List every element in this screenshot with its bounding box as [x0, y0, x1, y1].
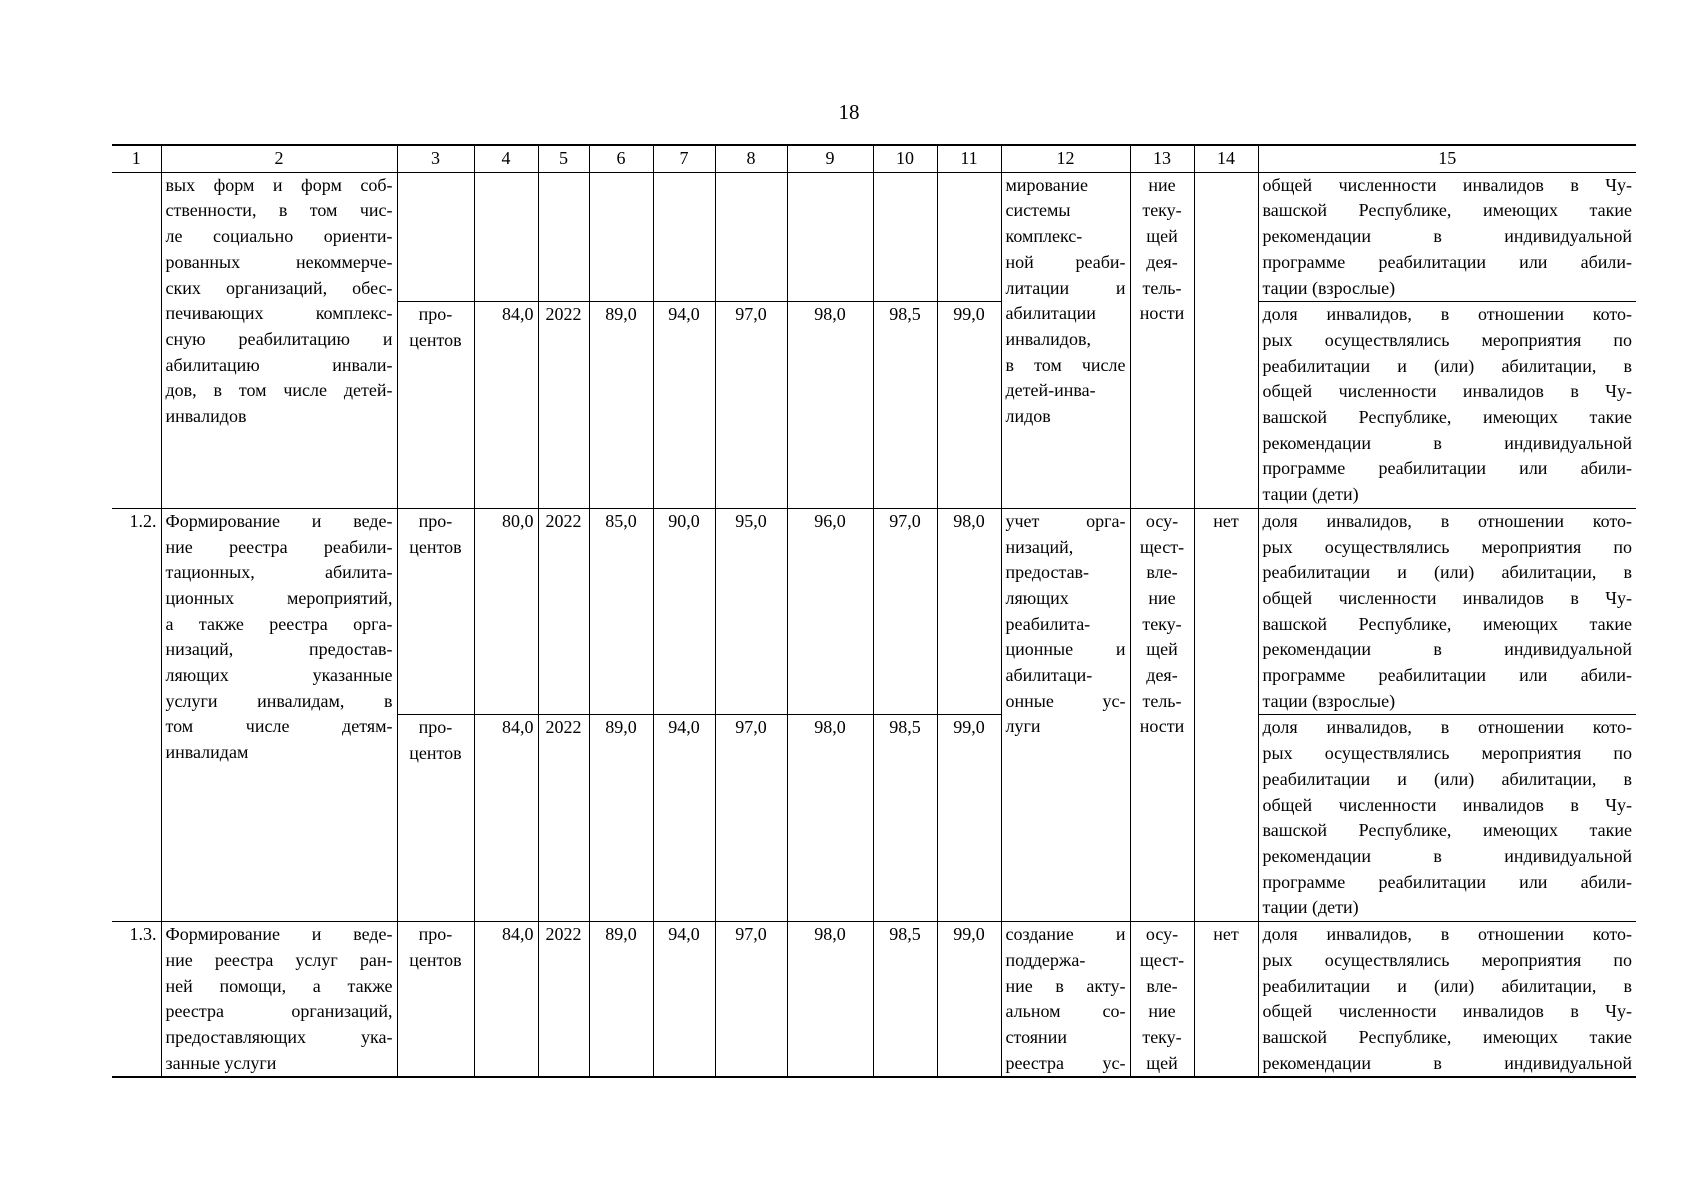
- text-line: низаций,: [1005, 536, 1074, 557]
- text-line: осу-: [1145, 510, 1179, 531]
- item-number-cell: 1.3.: [112, 922, 161, 1078]
- value-cell: 94,0: [653, 302, 715, 509]
- text-line: ляющих указанные: [165, 665, 393, 686]
- header-row: [112, 145, 1636, 172]
- text-line: детей-инва-: [1005, 380, 1096, 401]
- text-line: щей: [1146, 1052, 1178, 1073]
- text-line: общей численности инвалидов в Чу-: [1262, 381, 1632, 402]
- measure-name-cell: [161, 922, 397, 1078]
- text-line: ности: [1139, 303, 1185, 324]
- header-cell: 9: [787, 145, 873, 172]
- text-line: стоянии: [1005, 1026, 1067, 1047]
- text-line: ских организаций, обес-: [165, 277, 393, 298]
- text-line: программе реабилитации или абили-: [1262, 665, 1632, 686]
- text-line: лидов: [1005, 406, 1051, 427]
- page-number: 18: [838, 100, 860, 124]
- header-cell: 14: [1194, 145, 1258, 172]
- text-line: вле-: [1146, 975, 1178, 996]
- header-cell: 1: [112, 145, 161, 172]
- value-cell: 94,0: [653, 922, 715, 1078]
- text-line: инвалидов,: [1005, 328, 1091, 349]
- value-cell: 98,0: [787, 715, 873, 922]
- value-cell: 2022: [538, 302, 589, 509]
- value-cell: 98,5: [873, 922, 937, 1078]
- value-cell: 98,5: [873, 715, 937, 922]
- text-line: реабилитации и (или) абилитации, в: [1262, 562, 1632, 583]
- text-line: ние реестра реабили-: [165, 536, 393, 557]
- text-line: абилитацию инвали-: [165, 354, 393, 375]
- text-line: тации (дети): [1262, 897, 1359, 918]
- value-cell: 80,0: [474, 508, 538, 715]
- text-line: абилитации: [1005, 303, 1096, 324]
- value-cell: 98,0: [787, 922, 873, 1078]
- text-line: вле-: [1146, 562, 1178, 583]
- table-row: [112, 172, 1636, 302]
- header-cell: 13: [1130, 145, 1194, 172]
- text-line: ле социально ориенти-: [165, 226, 393, 247]
- text-line: услуги инвалидам, в: [165, 690, 393, 711]
- text-line: тель-: [1142, 277, 1182, 298]
- text-line: про-: [418, 510, 453, 531]
- text-line: дея-: [1146, 251, 1178, 272]
- text-line: ляющих: [1005, 587, 1069, 608]
- text-line: вашской Республике, имеющих такие: [1262, 613, 1632, 634]
- text-line: программе реабилитации или абили-: [1262, 871, 1632, 892]
- item-number-cell: [112, 172, 161, 508]
- text-line: ней помощи, а также: [165, 975, 393, 996]
- text-line: реестра ус-: [1005, 1052, 1126, 1073]
- text-line: программе реабилитации или абили-: [1262, 251, 1632, 272]
- text-line: мирование: [1005, 174, 1089, 195]
- text-line: теку-: [1142, 613, 1182, 634]
- text-line: том числе детям-: [165, 716, 393, 737]
- text-line: рекомендации в индивидуальной: [1262, 639, 1632, 660]
- value-cell: 98,5: [873, 302, 937, 509]
- activity-cell: [1130, 508, 1194, 921]
- text-line: доля инвалидов, в отношении кото-: [1262, 924, 1632, 945]
- text-line: ной реаби-: [1005, 251, 1126, 272]
- text-line: вашской Республике, имеющих такие: [1262, 820, 1632, 841]
- measure-name-cell: [161, 508, 397, 921]
- text-line: про-: [418, 717, 453, 738]
- text-line: вашской Республике, имеющих такие: [1262, 200, 1632, 221]
- value-cell: [873, 172, 937, 302]
- text-line: ние: [1148, 174, 1176, 195]
- value-cell: 89,0: [589, 715, 653, 922]
- relation-cell: нет: [1194, 508, 1258, 921]
- value-cell: 2022: [538, 922, 589, 1078]
- result-cell: [1001, 172, 1130, 508]
- measure-name-cell: [161, 172, 397, 508]
- relation-cell: нет: [1194, 922, 1258, 1078]
- value-cell: 98,0: [787, 302, 873, 509]
- value-cell: 84,0: [474, 922, 538, 1078]
- indicator-cell: [1258, 715, 1636, 922]
- text-line: щей: [1146, 639, 1178, 660]
- value-cell: 97,0: [715, 715, 787, 922]
- unit-cell: [397, 508, 474, 715]
- text-line: общей численности инвалидов в Чу-: [1262, 174, 1632, 195]
- text-line: тационных, абилита-: [165, 562, 393, 583]
- text-line: вых форм и форм соб-: [165, 174, 393, 195]
- indicator-cell: [1258, 172, 1636, 302]
- text-line: ственности, в том чис-: [165, 200, 393, 221]
- text-line: ности: [1139, 716, 1185, 737]
- result-cell: [1001, 508, 1130, 921]
- header-cell: 12: [1001, 145, 1130, 172]
- text-line: осу-: [1145, 924, 1179, 945]
- value-cell: [474, 172, 538, 302]
- text-line: доля инвалидов, в отношении кото-: [1262, 510, 1632, 531]
- text-line: реабилита-: [1005, 613, 1091, 634]
- item-number-cell: 1.2.: [112, 508, 161, 921]
- text-line: дов, в том числе детей-: [165, 380, 393, 401]
- value-cell: [653, 172, 715, 302]
- text-line: реестра организаций,: [165, 1001, 393, 1022]
- text-line: вашской Республике, имеющих такие: [1262, 407, 1632, 428]
- text-line: абилитаци-: [1005, 665, 1093, 686]
- value-cell: [589, 172, 653, 302]
- unit-cell: [397, 302, 474, 509]
- activity-cell: [1130, 172, 1194, 508]
- text-line: реабилитации и (или) абилитации, в: [1262, 975, 1632, 996]
- indicator-cell: [1258, 508, 1636, 715]
- text-line: рых осуществлялись мероприятия по: [1262, 536, 1632, 557]
- text-line: теку-: [1142, 200, 1182, 221]
- value-cell: [715, 172, 787, 302]
- text-line: создание и: [1005, 924, 1126, 945]
- value-cell: 98,0: [937, 508, 1001, 715]
- header-cell: 10: [873, 145, 937, 172]
- text-line: центов: [409, 536, 462, 557]
- text-line: тель-: [1142, 690, 1182, 711]
- text-line: рых осуществлялись мероприятия по: [1262, 743, 1632, 764]
- table-row: [112, 508, 1636, 715]
- header-cell: 11: [937, 145, 1001, 172]
- value-cell: 90,0: [653, 508, 715, 715]
- value-cell: [538, 172, 589, 302]
- text-line: рекомендации в индивидуальной: [1262, 1052, 1632, 1073]
- indicator-cell: [1258, 922, 1636, 1078]
- text-line: литации и: [1005, 277, 1126, 298]
- text-line: общей численности инвалидов в Чу-: [1262, 587, 1632, 608]
- text-line: щест-: [1139, 536, 1185, 557]
- header-cell: 7: [653, 145, 715, 172]
- text-line: щест-: [1139, 949, 1185, 970]
- activity-cell: [1130, 922, 1194, 1078]
- text-line: учет орга-: [1005, 510, 1126, 531]
- text-line: ние: [1148, 587, 1176, 608]
- text-line: ние в акту-: [1005, 975, 1126, 996]
- result-cell: [1001, 922, 1130, 1078]
- text-line: низаций, предостав-: [165, 639, 393, 660]
- text-line: ние реестра услуг ран-: [165, 949, 393, 970]
- text-line: занные услуги: [165, 1052, 277, 1073]
- value-cell: [937, 172, 1001, 302]
- text-line: Формирование и веде-: [165, 510, 393, 531]
- text-line: про-: [418, 924, 453, 945]
- text-line: а также реестра орга-: [165, 613, 393, 634]
- indicators-table: [112, 144, 1636, 1078]
- text-line: луги: [1005, 716, 1041, 737]
- value-cell: 99,0: [937, 715, 1001, 922]
- text-line: центов: [409, 949, 462, 970]
- text-line: центов: [409, 743, 462, 764]
- text-line: теку-: [1142, 1026, 1182, 1047]
- text-line: ционные и: [1005, 639, 1126, 660]
- text-line: Формирование и веде-: [165, 924, 393, 945]
- header-cell: 2: [161, 145, 397, 172]
- value-cell: 85,0: [589, 508, 653, 715]
- text-line: рекомендации в индивидуальной: [1262, 226, 1632, 247]
- header-cell: 15: [1258, 145, 1636, 172]
- value-cell: 94,0: [653, 715, 715, 922]
- unit-cell: [397, 715, 474, 922]
- text-line: тации (дети): [1262, 484, 1359, 505]
- value-cell: [787, 172, 873, 302]
- text-line: сную реабилитацию и: [165, 328, 393, 349]
- header-cell: 4: [474, 145, 538, 172]
- value-cell: 97,0: [873, 508, 937, 715]
- text-line: дея-: [1146, 665, 1178, 686]
- header-cell: 8: [715, 145, 787, 172]
- text-line: про-: [418, 304, 453, 325]
- header-cell: 3: [397, 145, 474, 172]
- indicator-cell: [1258, 302, 1636, 509]
- text-line: в том числе: [1005, 354, 1126, 375]
- value-cell: 84,0: [474, 715, 538, 922]
- text-line: тации (взрослые): [1262, 690, 1396, 711]
- value-cell: 2022: [538, 715, 589, 922]
- text-line: предоставляющих ука-: [165, 1026, 393, 1047]
- unit-cell: [397, 922, 474, 1078]
- text-line: центов: [409, 329, 462, 350]
- value-cell: 89,0: [589, 302, 653, 509]
- unit-cell: [397, 172, 474, 302]
- header-cell: 6: [589, 145, 653, 172]
- value-cell: 84,0: [474, 302, 538, 509]
- value-cell: 97,0: [715, 922, 787, 1078]
- header-cell: 5: [538, 145, 589, 172]
- text-line: инвалидов: [165, 406, 247, 427]
- text-line: рованных некоммерче-: [165, 251, 393, 272]
- text-line: доля инвалидов, в отношении кото-: [1262, 717, 1632, 738]
- value-cell: 97,0: [715, 302, 787, 509]
- text-line: печивающих комплекс-: [165, 303, 393, 324]
- text-line: рых осуществлялись мероприятия по: [1262, 329, 1632, 350]
- text-line: программе реабилитации или абили-: [1262, 458, 1632, 479]
- text-line: поддержа-: [1005, 949, 1086, 970]
- value-cell: 95,0: [715, 508, 787, 715]
- text-line: системы: [1005, 200, 1071, 221]
- value-cell: 99,0: [937, 922, 1001, 1078]
- value-cell: 2022: [538, 508, 589, 715]
- text-line: реабилитации и (или) абилитации, в: [1262, 768, 1632, 789]
- text-line: тации (взрослые): [1262, 277, 1396, 298]
- value-cell: 96,0: [787, 508, 873, 715]
- text-line: ционных мероприятий,: [165, 587, 393, 608]
- text-line: онные ус-: [1005, 690, 1126, 711]
- text-line: общей численности инвалидов в Чу-: [1262, 794, 1632, 815]
- text-line: реабилитации и (или) абилитации, в: [1262, 355, 1632, 376]
- text-line: доля инвалидов, в отношении кото-: [1262, 304, 1632, 325]
- text-line: ние: [1148, 1001, 1176, 1022]
- text-line: щей: [1146, 226, 1178, 247]
- relation-cell: [1194, 172, 1258, 508]
- text-line: рекомендации в индивидуальной: [1262, 432, 1632, 453]
- text-line: рекомендации в индивидуальной: [1262, 845, 1632, 866]
- text-line: общей численности инвалидов в Чу-: [1262, 1001, 1632, 1022]
- text-line: инвалидам: [165, 742, 249, 763]
- text-line: вашской Республике, имеющих такие: [1262, 1026, 1632, 1047]
- table-row: [112, 922, 1636, 1078]
- text-line: предостав-: [1005, 562, 1090, 583]
- text-line: альном со-: [1005, 1001, 1126, 1022]
- text-line: комплекс-: [1005, 226, 1083, 247]
- value-cell: 99,0: [937, 302, 1001, 509]
- value-cell: 89,0: [589, 922, 653, 1078]
- text-line: рых осуществлялись мероприятия по: [1262, 949, 1632, 970]
